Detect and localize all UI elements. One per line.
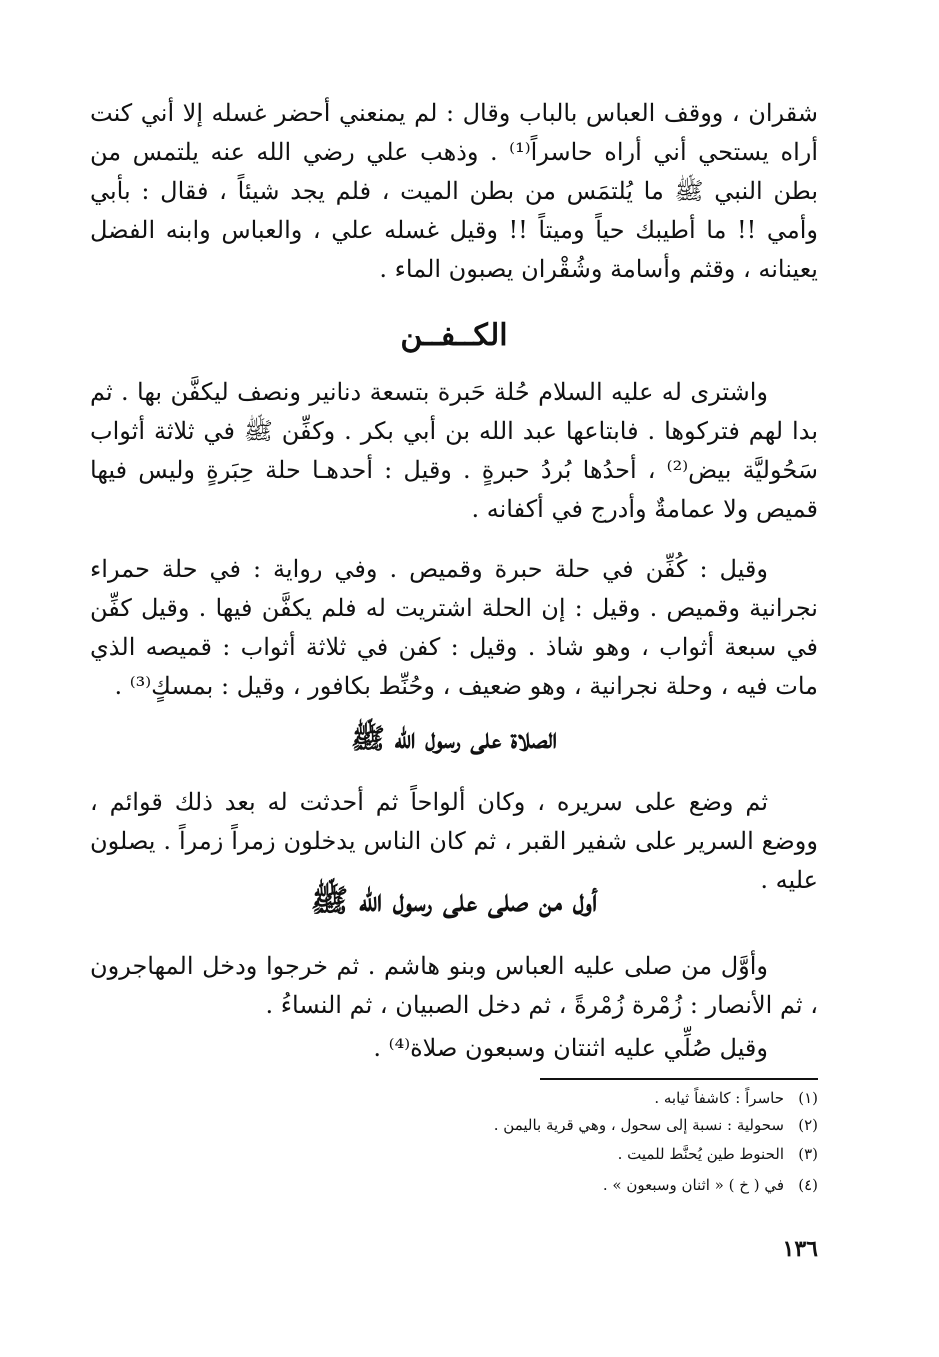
footnote-text: حاسراً : كاشفاً ثيابه . bbox=[654, 1089, 784, 1107]
footnote-number: (٣) bbox=[798, 1145, 818, 1163]
heading-first-to-pray: أول من صلى على رسول الله ﷺ bbox=[310, 883, 598, 919]
footnote-text: الحنوط طين يُحنَّط للميت . bbox=[617, 1145, 784, 1163]
footnote-1 bbox=[380, 1088, 818, 1108]
footnote-4 bbox=[380, 1175, 818, 1195]
footnote-number: (٤) bbox=[798, 1176, 818, 1194]
page-number: ١٣٦ bbox=[782, 1236, 818, 1262]
footnote-divider bbox=[540, 1078, 818, 1080]
paragraph-first-to-pray-2: وقيل صُلِّي عليه اثنتان وسبعون صلاة⁽⁴⁾ . bbox=[373, 1034, 768, 1062]
footnote-text: في ( خ ) « اثنان وسبعون » . bbox=[602, 1176, 784, 1194]
heading-funeral-prayer: الصلاة على رسول الله ﷺ bbox=[350, 722, 558, 755]
paragraph-shroud-1: واشترى له عليه السلام حُلة حَبرة بتسعة دنانير ونصف ليكفَّن بها . ثم بدا لهم فتركوها . فابتاعها عبد الله بن أبي بكر . وكفِّن ﷺ في ثلاثة أثواب سَحُوليَّة بيض⁽²⁾ ، أحدُها بُردُ حبرةٍ . وقيل : أحدهـا حلة حِبَرةٍ وليس فيها قميص ولا عمامةٌ وأدرج في أكفانه . bbox=[90, 378, 818, 523]
footnote-2 bbox=[380, 1115, 818, 1135]
paragraph-shroud-2: وقيل : كُفِّن في حلة حبرة وقميص . وفي رواية : في حلة حمراء نجرانية وقميص . وقيل : إن الحلة اشتريت له فلم يكفَّن فيها . وقيل كفِّن في سبعة أثواب ، وهو شاذ . وقيل : كفن في ثلاثة أثواب : قميصه الذي مات فيه ، وحلة نجرانية ، وهو ضعيف ، وحُنِّط بكافور ، وقيل : بمسكٍ⁽³⁾ . bbox=[90, 555, 818, 700]
footnote-text: سحولية : نسبة إلى سحول ، وهي قرية باليمن . bbox=[493, 1116, 784, 1134]
paragraph-first-to-pray-1: وأوَّل من صلى عليه العباس وبنو هاشم . ثم خرجوا ودخل المهاجرون ، ثم الأنصار : زُمْرة زُمْرةً ، ثم دخل الصبيان ، ثم النساءُ . bbox=[90, 952, 818, 1019]
footnote-3 bbox=[380, 1144, 818, 1164]
heading-shroud: الكــفــن bbox=[400, 318, 508, 353]
paragraph-washing-end: شقران ، ووقف العباس بالباب وقال : لم يمنعني أحضر غسله إلا أني كنت أراه يستحي أني أراه حاسراً⁽¹⁾ . وذهب علي رضي الله عنه يلتمس من بطن النبي ﷺ ما يُلتمَس من بطن الميت ، فلم يجد شيئاً ، فقال : بأبي وأمي !! ما أطيبك حياً وميتاً !! وقيل غسله علي ، والعباس وابنه الفضل يعينانه ، وقثم وأسامة وشُقْران يصبون الماء . bbox=[90, 99, 819, 283]
footnote-number: (٢) bbox=[798, 1116, 818, 1134]
paragraph-funeral-prayer: ثم وضع على سريره ، وكان ألواحاً ثم أحدثت له بعد ذلك قوائم ، ووضع السرير على شفير القبر ، ثم كان الناس يدخلون زمراً زمراً . يصلون عليه . bbox=[90, 788, 818, 894]
footnote-number: (١) bbox=[798, 1089, 818, 1107]
